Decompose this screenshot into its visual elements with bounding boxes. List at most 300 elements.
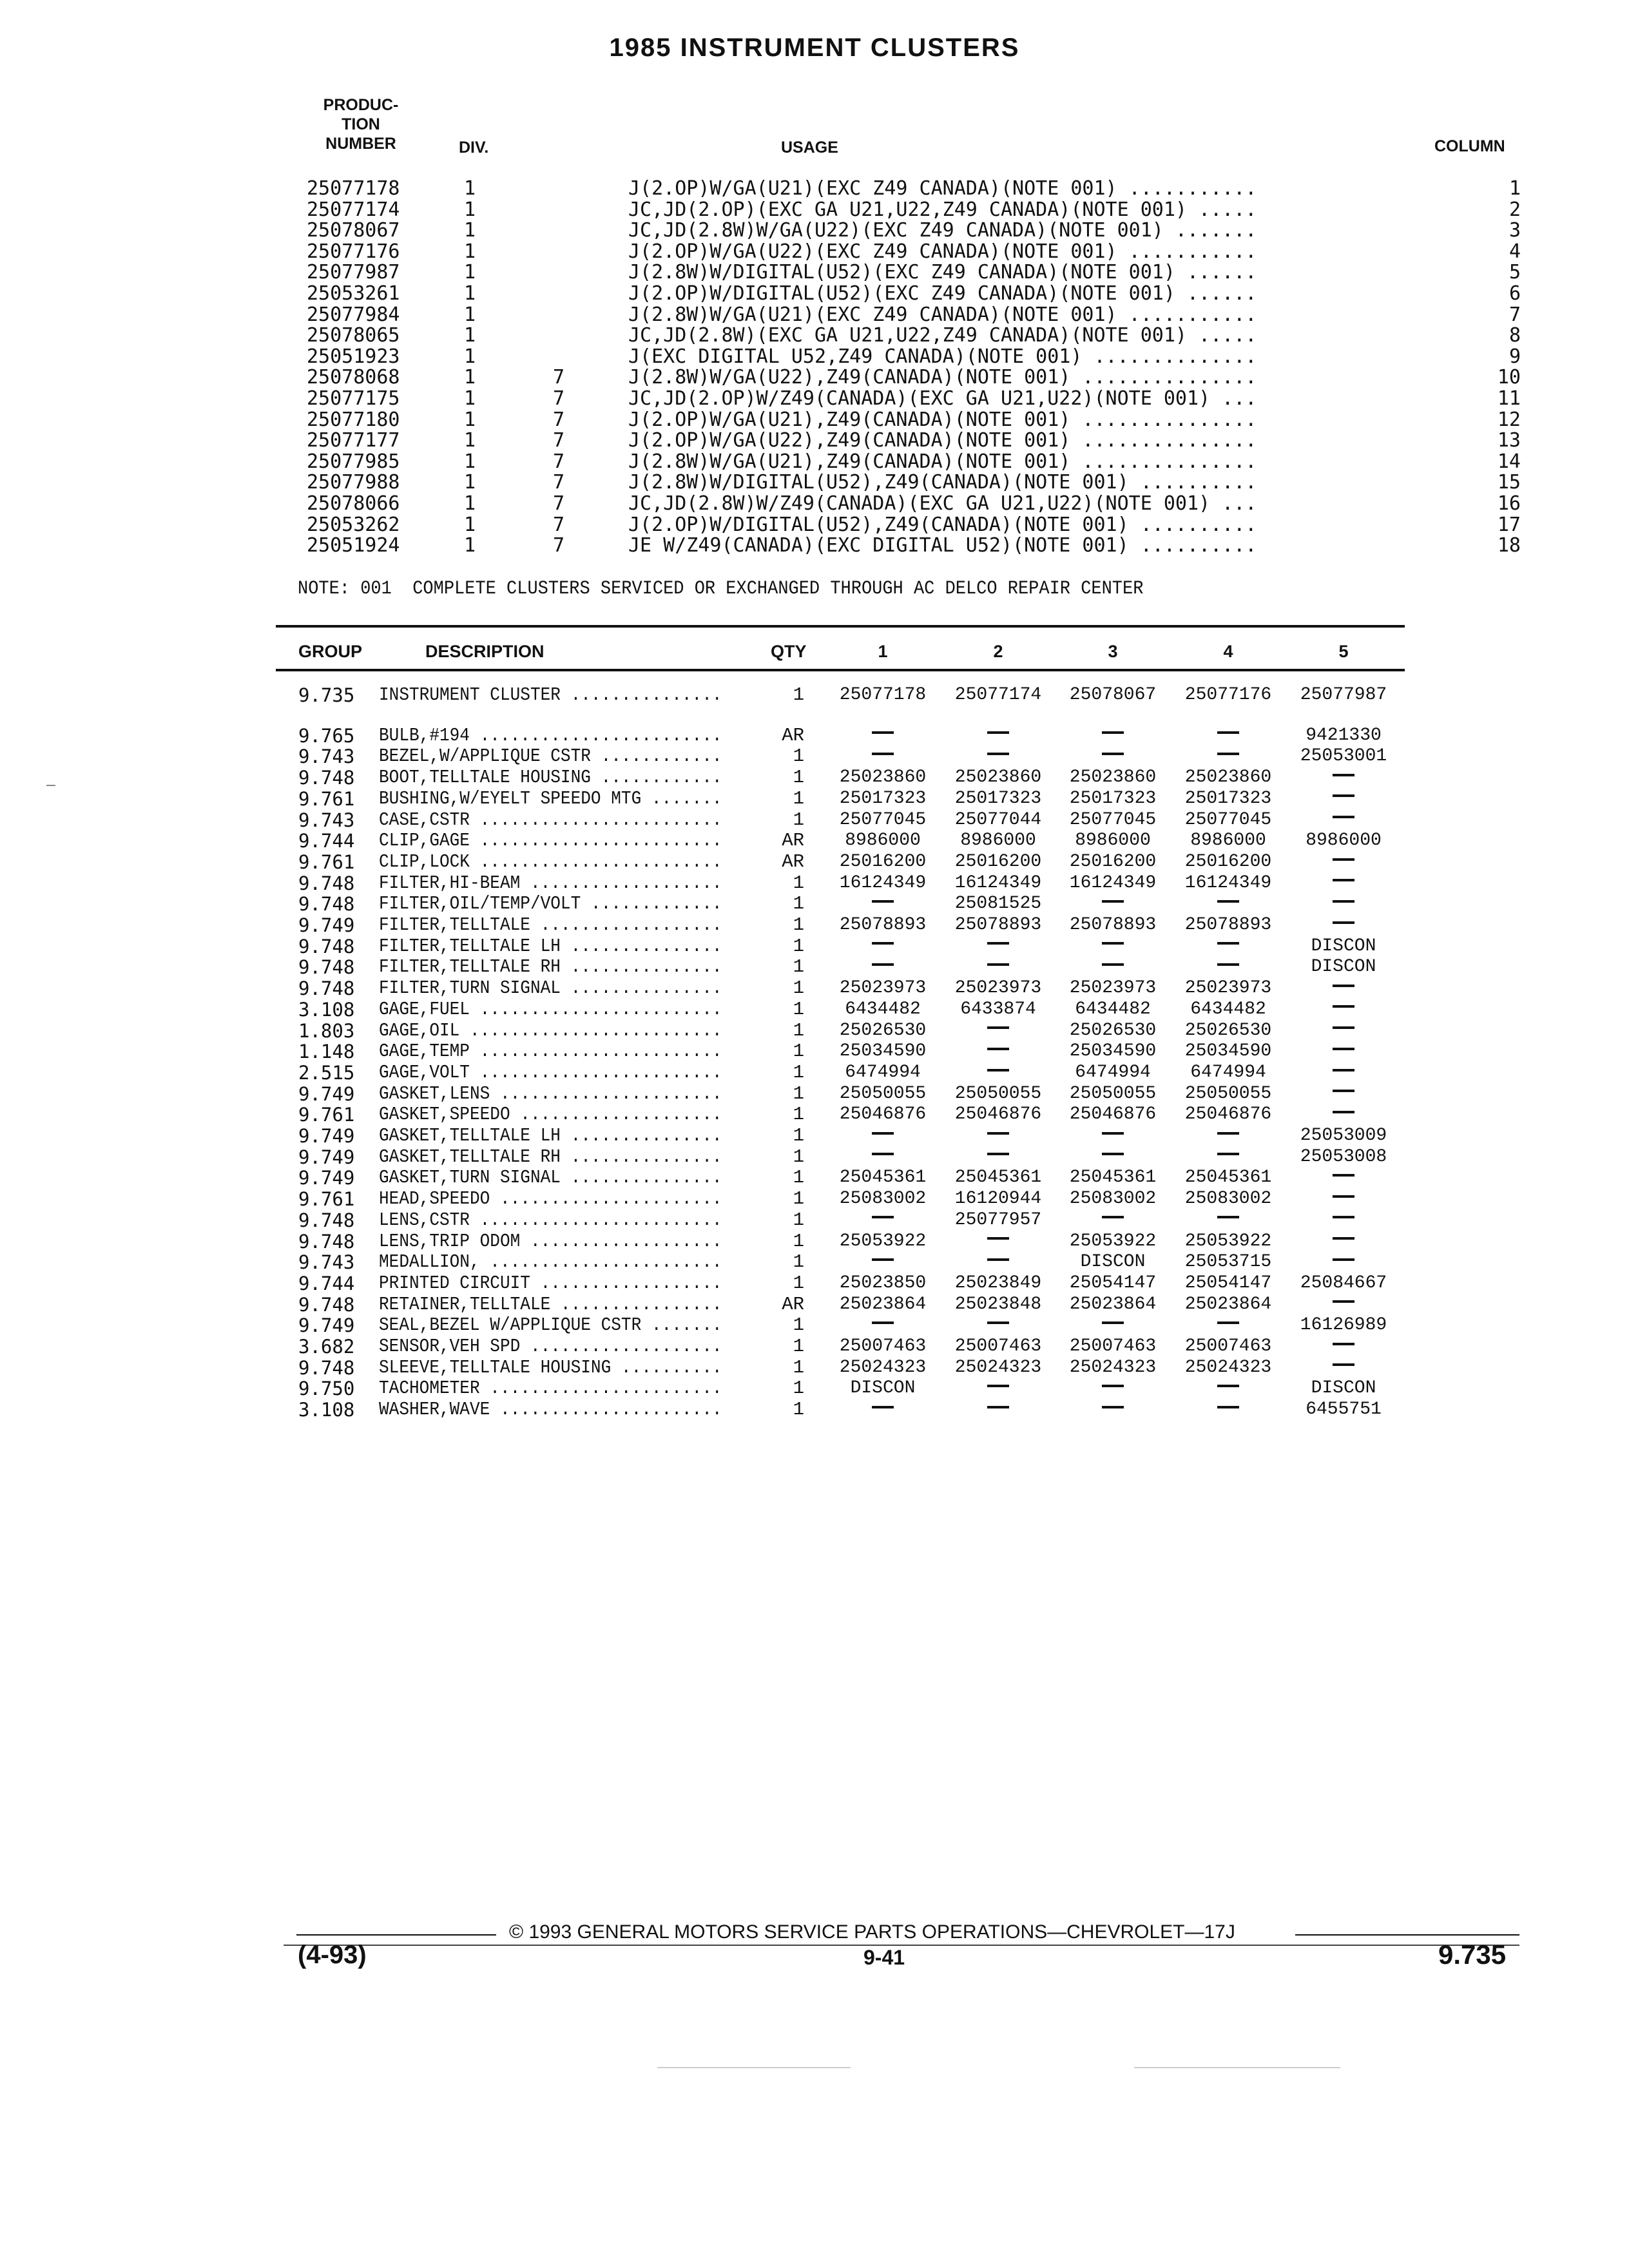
part-number-col-4: 25023864 — [1184, 1294, 1272, 1314]
div-code-1: 1 — [464, 513, 476, 536]
part-number-col-3: DISCON — [1080, 1252, 1146, 1273]
table-row — [0, 1399, 1629, 1421]
part-qty: 1 — [793, 1230, 804, 1252]
dash-mark — [987, 1406, 1009, 1408]
part-description: FILTER,TELLTALE LH ............... — [379, 935, 722, 957]
table-row — [0, 1021, 1629, 1042]
div-code-1: 1 — [464, 198, 476, 221]
div-code-1: 1 — [464, 471, 476, 494]
dash-mark — [1102, 942, 1124, 945]
div-code-1: 1 — [464, 429, 476, 452]
group-code: 9.749 — [298, 1314, 355, 1337]
table-row — [0, 1104, 1629, 1126]
not-applicable-dash — [1286, 978, 1402, 999]
group-code: 3.682 — [298, 1336, 355, 1358]
description-header: DESCRIPTION — [425, 642, 545, 661]
dash-mark — [1333, 1237, 1354, 1240]
part-qty: 1 — [793, 1209, 804, 1231]
usage-row — [0, 367, 1629, 389]
column-number: 10 — [1497, 366, 1521, 389]
dash-mark — [1333, 985, 1354, 987]
dash-mark — [987, 1132, 1009, 1135]
part-description: FILTER,TURN SIGNAL ............... — [379, 977, 722, 999]
part-qty: 1 — [793, 1104, 804, 1126]
not-applicable-dash — [1055, 1315, 1171, 1336]
dash-mark — [987, 942, 1009, 945]
not-applicable-dash — [1170, 1147, 1286, 1168]
column-number: 16 — [1497, 492, 1521, 515]
not-applicable-dash — [1055, 894, 1171, 915]
part-qty: 1 — [793, 1188, 804, 1210]
column-number: 5 — [1509, 261, 1521, 284]
part-number-col-4: 16124349 — [1184, 872, 1272, 893]
group-code: 9.744 — [298, 1272, 355, 1294]
group-code: 9.749 — [298, 1082, 355, 1105]
production-number-header — [316, 95, 406, 153]
group-code: 9.743 — [298, 809, 355, 831]
dash-mark — [1102, 1153, 1124, 1155]
not-applicable-dash — [825, 1399, 941, 1421]
part-number-col-2: 25023849 — [954, 1273, 1042, 1293]
usage-text: J(2.OP)W/DIGITAL(U52)(EXC Z49 CANADA)(NOTE 001) ...... — [628, 282, 1257, 305]
part-number-col-3: 25083002 — [1069, 1189, 1157, 1209]
production-number: 25053261 — [307, 282, 400, 305]
not-applicable-dash — [1170, 726, 1286, 747]
part-number-col-3: 25078893 — [1069, 915, 1157, 935]
part-qty: 1 — [793, 956, 804, 978]
dash-mark — [1333, 1048, 1354, 1050]
part-qty: 1 — [793, 914, 804, 936]
not-applicable-dash — [1170, 1378, 1286, 1399]
production-number: 25077175 — [307, 387, 400, 410]
not-applicable-dash — [1286, 852, 1402, 873]
group-code: 9.748 — [298, 935, 355, 957]
table-top-rule — [276, 625, 1405, 628]
not-applicable-dash — [1286, 999, 1402, 1021]
group-code: 9.748 — [298, 1230, 355, 1253]
usage-row — [0, 430, 1629, 452]
dash-mark — [1217, 942, 1239, 945]
not-applicable-dash — [1286, 1358, 1402, 1379]
part-description: HEAD,SPEEDO ...................... — [379, 1188, 722, 1210]
part-description: WASHER,WAVE ...................... — [379, 1399, 722, 1421]
table-row — [0, 1378, 1629, 1399]
div-code-1: 1 — [464, 324, 476, 347]
usage-row — [0, 200, 1629, 221]
not-applicable-dash — [825, 894, 941, 915]
div-code-2: 7 — [553, 492, 565, 515]
not-applicable-dash — [1055, 746, 1171, 767]
part-number-col-5: DISCON — [1311, 957, 1376, 977]
dash-mark — [872, 731, 894, 734]
not-applicable-dash — [940, 957, 1056, 978]
usage-text: JC,JD(2.8W)W/Z49(CANADA)(EXC GA U21,U22)(NOTE 001) ... — [628, 492, 1257, 515]
table-row — [0, 1231, 1629, 1253]
part-number-col-4: 25053922 — [1184, 1231, 1272, 1251]
not-applicable-dash — [825, 746, 941, 767]
column-4-header: 4 — [1223, 642, 1233, 661]
table-row — [0, 789, 1629, 810]
group-code: 9.743 — [298, 745, 355, 768]
div-header: DIV. — [459, 139, 489, 157]
dash-mark — [1333, 1174, 1354, 1177]
dash-mark — [872, 1321, 894, 1324]
part-number-col-4: 6474994 — [1190, 1062, 1266, 1082]
usage-text: J(2.8W)W/GA(U22),Z49(CANADA)(NOTE 001) ............... — [628, 366, 1257, 389]
part-number-col-2: 25007463 — [954, 1336, 1042, 1356]
part-qty: 1 — [793, 998, 804, 1020]
part-number-col-5: 25053001 — [1300, 746, 1387, 767]
usage-row — [0, 472, 1629, 494]
usage-text: JC,JD(2.8W)(EXC GA U21,U22,Z49 CANADA)(NOTE 001) ..... — [628, 324, 1257, 347]
part-number-col-2: 25050055 — [954, 1083, 1042, 1104]
part-number-col-2: 25024323 — [954, 1357, 1042, 1378]
part-qty: 1 — [793, 1167, 804, 1189]
not-applicable-dash — [1055, 936, 1171, 957]
table-row — [0, 1273, 1629, 1294]
part-number-col-1: DISCON — [850, 1378, 916, 1399]
part-qty: 1 — [793, 809, 804, 831]
part-description: GASKET,TELLTALE LH ............... — [379, 1125, 722, 1146]
dash-mark — [1333, 1005, 1354, 1008]
part-number-col-1: 25024323 — [839, 1357, 927, 1378]
production-number: 25077988 — [307, 471, 400, 494]
group-code: 9.748 — [298, 1356, 355, 1379]
part-number-col-3: 25024323 — [1069, 1357, 1157, 1378]
div-code-2: 7 — [553, 366, 565, 389]
production-number: 25077180 — [307, 408, 400, 431]
not-applicable-dash — [940, 1126, 1056, 1147]
table-row — [0, 957, 1629, 978]
part-number-col-4: 25023860 — [1184, 767, 1272, 788]
group-code: 9.748 — [298, 1209, 355, 1231]
part-number-col-5: 25077987 — [1300, 685, 1387, 705]
not-applicable-dash — [1286, 1084, 1402, 1105]
part-number-col-2: 16124349 — [954, 872, 1042, 893]
dash-mark — [1102, 963, 1124, 966]
part-description: FILTER,TELLTALE .................. — [379, 914, 722, 936]
dash-mark — [1102, 1321, 1124, 1324]
part-qty: 1 — [793, 767, 804, 789]
part-number-col-1: 25023850 — [839, 1273, 927, 1293]
div-code-1: 1 — [464, 261, 476, 284]
part-number-col-4: 25016200 — [1184, 851, 1272, 872]
group-code: 9.761 — [298, 1188, 355, 1211]
dash-mark — [1217, 753, 1239, 755]
div-code-2: 7 — [553, 534, 565, 557]
footer-left-rule — [296, 1934, 496, 1936]
dash-mark — [1102, 1216, 1124, 1218]
part-number-col-2: 6433874 — [960, 999, 1036, 1019]
production-number: 25053262 — [307, 513, 400, 536]
table-row — [0, 915, 1629, 936]
div-code-2: 7 — [553, 471, 565, 494]
part-description: MEDALLION, ....................... — [379, 1251, 722, 1273]
not-applicable-dash — [1170, 1315, 1286, 1336]
group-code: 1.148 — [298, 1041, 355, 1063]
part-number-col-4: 25023973 — [1184, 978, 1272, 999]
part-number-col-1: 6474994 — [845, 1062, 921, 1082]
dash-mark — [1333, 1090, 1354, 1092]
usage-header: USAGE — [781, 139, 838, 157]
dash-mark — [872, 753, 894, 755]
table-row — [0, 894, 1629, 915]
part-number-col-4: 25007463 — [1184, 1336, 1272, 1356]
table-row — [0, 1126, 1629, 1147]
part-number-col-3: 25023864 — [1069, 1294, 1157, 1314]
not-applicable-dash — [1055, 1126, 1171, 1147]
part-number-col-4: 6434482 — [1190, 999, 1266, 1019]
usage-text: JE W/Z49(CANADA)(EXC DIGITAL U52)(NOTE 001) .......... — [628, 534, 1257, 557]
column-5-header: 5 — [1338, 642, 1349, 661]
part-number-col-2: 25078893 — [954, 915, 1042, 935]
usage-text: J(2.OP)W/GA(U21),Z49(CANADA)(NOTE 001) ............... — [628, 408, 1257, 431]
scan-mark — [657, 2067, 851, 2068]
table-row — [0, 1210, 1629, 1231]
usage-row — [0, 262, 1629, 284]
part-number-col-2: 25077044 — [954, 809, 1042, 830]
part-number-col-1: 25007463 — [839, 1336, 927, 1356]
dash-mark — [987, 1385, 1009, 1387]
part-description: SENSOR,VEH SPD ................... — [379, 1336, 722, 1357]
not-applicable-dash — [940, 1399, 1056, 1421]
not-applicable-dash — [1286, 1189, 1402, 1210]
div-code-1: 1 — [464, 282, 476, 305]
not-applicable-dash — [825, 1252, 941, 1273]
dash-mark — [1333, 1300, 1354, 1303]
production-number: 25077176 — [307, 240, 400, 263]
not-applicable-dash — [825, 936, 941, 957]
not-applicable-dash — [1055, 726, 1171, 747]
table-row — [0, 685, 1629, 706]
production-number: 25078067 — [307, 219, 400, 242]
dash-mark — [987, 731, 1009, 734]
div-code-1: 1 — [464, 240, 476, 263]
part-number-col-1: 16124349 — [839, 872, 927, 893]
part-number-col-3: 8986000 — [1075, 831, 1151, 851]
usage-text: J(2.OP)W/GA(U22)(EXC Z49 CANADA)(NOTE 001) ........... — [628, 240, 1257, 263]
div-code-1: 1 — [464, 492, 476, 515]
column-number: 12 — [1497, 408, 1521, 431]
group-code: 9.749 — [298, 914, 355, 936]
dash-mark — [872, 900, 894, 903]
part-description: PRINTED CIRCUIT .................. — [379, 1272, 722, 1294]
not-applicable-dash — [940, 1041, 1056, 1062]
not-applicable-dash — [1170, 957, 1286, 978]
usage-row — [0, 535, 1629, 557]
part-number-col-2: 25046876 — [954, 1104, 1042, 1125]
part-number-col-5: 16126989 — [1300, 1315, 1387, 1336]
part-number-col-2: 25081525 — [954, 894, 1042, 914]
usage-text: JC,JD(2.8W)W/GA(U22)(EXC Z49 CANADA)(NOTE 001) ....... — [628, 219, 1257, 242]
part-description: FILTER,OIL/TEMP/VOLT ............. — [379, 893, 722, 915]
column-number: 3 — [1509, 219, 1521, 242]
not-applicable-dash — [1286, 1062, 1402, 1084]
production-number: 25077987 — [307, 261, 400, 284]
group-code: 2.515 — [298, 1061, 355, 1084]
not-applicable-dash — [1170, 746, 1286, 767]
not-applicable-dash — [940, 726, 1056, 747]
usage-text: JC,JD(2.OP)(EXC GA U21,U22,Z49 CANADA)(NOTE 001) ..... — [628, 198, 1257, 221]
not-applicable-dash — [940, 1315, 1056, 1336]
part-number-col-4: 25024323 — [1184, 1357, 1272, 1378]
not-applicable-dash — [1286, 1210, 1402, 1231]
table-row — [0, 831, 1629, 852]
part-number-col-1: 25023860 — [839, 767, 927, 788]
column-number: 18 — [1497, 534, 1521, 557]
dash-mark — [872, 942, 894, 945]
part-description: BULB,#194 ........................ — [379, 724, 722, 746]
part-number-col-5: 25084667 — [1300, 1273, 1387, 1293]
dash-mark — [1217, 1406, 1239, 1408]
part-qty: 1 — [793, 1399, 804, 1421]
part-number-col-5: 25053008 — [1300, 1146, 1387, 1167]
part-number-col-1: 25077045 — [839, 809, 927, 830]
usage-text: J(2.OP)W/GA(U22),Z49(CANADA)(NOTE 001) ............... — [628, 429, 1257, 452]
part-qty: AR — [782, 724, 804, 746]
dash-mark — [1102, 753, 1124, 755]
part-qty: 1 — [793, 893, 804, 915]
group-code: 9.744 — [298, 830, 355, 852]
usage-row — [0, 178, 1629, 200]
not-applicable-dash — [825, 957, 941, 978]
dash-mark — [1102, 1132, 1124, 1135]
group-code: 9.748 — [298, 956, 355, 979]
dash-mark — [987, 1258, 1009, 1261]
not-applicable-dash — [940, 1231, 1056, 1253]
table-row — [0, 1041, 1629, 1062]
part-description: TACHOMETER ....................... — [379, 1378, 722, 1399]
group-code: 9.761 — [298, 787, 355, 810]
usage-row — [0, 284, 1629, 305]
dash-mark — [1217, 1153, 1239, 1155]
not-applicable-dash — [940, 1378, 1056, 1399]
part-number-col-3: 25050055 — [1069, 1083, 1157, 1104]
not-applicable-dash — [1286, 1336, 1402, 1358]
part-qty: 1 — [793, 872, 804, 894]
table-row — [0, 852, 1629, 873]
part-number-col-2: 25077957 — [954, 1209, 1042, 1230]
part-description: GASKET,TURN SIGNAL ............... — [379, 1167, 722, 1189]
part-number-col-1: 25026530 — [839, 1020, 927, 1041]
production-number: 25077174 — [307, 198, 400, 221]
usage-row — [0, 305, 1629, 326]
table-row — [0, 1168, 1629, 1189]
footer-date: (4-93) — [298, 1941, 367, 1969]
part-description: SLEEVE,TELLTALE HOUSING .......... — [379, 1356, 722, 1378]
dash-mark — [1333, 900, 1354, 903]
part-description: FILTER,TELLTALE RH ............... — [379, 956, 722, 978]
table-row — [0, 1062, 1629, 1084]
part-number-col-1: 25016200 — [839, 851, 927, 872]
production-number-header-line: NUMBER — [325, 135, 396, 153]
usage-text: J(2.8W)W/GA(U21)(EXC Z49 CANADA)(NOTE 001) ........... — [628, 303, 1257, 326]
dash-mark — [1333, 1216, 1354, 1218]
group-code: 9.749 — [298, 1167, 355, 1189]
column-number: 9 — [1509, 345, 1521, 368]
usage-row — [0, 389, 1629, 410]
group-code: 9.749 — [298, 1125, 355, 1147]
part-qty: 1 — [793, 1251, 804, 1273]
part-number-col-1: 25083002 — [839, 1189, 927, 1209]
part-number-col-2: 25045361 — [954, 1168, 1042, 1188]
part-number-col-4: 8986000 — [1190, 831, 1266, 851]
part-number-col-3: 25054147 — [1069, 1273, 1157, 1293]
column-2-header: 2 — [993, 642, 1003, 661]
dash-mark — [1333, 1111, 1354, 1113]
part-qty: 1 — [793, 1019, 804, 1041]
column-number: 2 — [1509, 198, 1521, 221]
part-number-col-4: 25045361 — [1184, 1168, 1272, 1188]
dash-mark — [1333, 921, 1354, 924]
dash-mark — [1217, 731, 1239, 734]
table-row — [0, 1147, 1629, 1168]
not-applicable-dash — [1170, 894, 1286, 915]
group-code: 9.743 — [298, 1251, 355, 1274]
usage-text: J(2.8W)W/DIGITAL(U52)(EXC Z49 CANADA)(NOTE 001) ...... — [628, 261, 1257, 284]
part-number-col-3: 25023860 — [1069, 767, 1157, 788]
dash-mark — [1217, 1132, 1239, 1135]
not-applicable-dash — [1286, 1104, 1402, 1126]
table-header-rule — [276, 669, 1405, 671]
group-code: 1.803 — [298, 1019, 355, 1042]
table-row — [0, 1294, 1629, 1316]
group-code: 9.748 — [298, 872, 355, 894]
part-number-col-1: 25023973 — [839, 978, 927, 999]
part-number-col-4: 25050055 — [1184, 1083, 1272, 1104]
part-description: GAGE,VOLT ........................ — [379, 1061, 722, 1083]
column-number: 7 — [1509, 303, 1521, 326]
usage-row — [0, 325, 1629, 347]
column-number: 14 — [1497, 450, 1521, 473]
column-number: 17 — [1497, 513, 1521, 536]
part-qty: AR — [782, 1293, 804, 1315]
dash-mark — [1333, 1343, 1354, 1345]
footer-group-number: 9.735 — [1438, 1939, 1507, 1970]
production-number: 25078065 — [307, 324, 400, 347]
part-number-col-5: 25053009 — [1300, 1126, 1387, 1146]
table-row — [0, 1084, 1629, 1105]
production-number-header-line: TION — [342, 115, 380, 133]
part-number-col-4: 25083002 — [1184, 1189, 1272, 1209]
dash-mark — [987, 1321, 1009, 1324]
not-applicable-dash — [1055, 1147, 1171, 1168]
table-row — [0, 873, 1629, 894]
part-number-col-4: 25078893 — [1184, 915, 1272, 935]
column-3-header: 3 — [1108, 642, 1118, 661]
dash-mark — [1333, 1069, 1354, 1072]
part-number-col-2: 25023860 — [954, 767, 1042, 788]
not-applicable-dash — [825, 1315, 941, 1336]
part-number-col-4: 25046876 — [1184, 1104, 1272, 1125]
part-number-col-2: 25016200 — [954, 851, 1042, 872]
not-applicable-dash — [1286, 1252, 1402, 1273]
production-number: 25078068 — [307, 366, 400, 389]
div-code-1: 1 — [464, 534, 476, 557]
part-description: SEAL,BEZEL W/APPLIQUE CSTR ....... — [379, 1314, 722, 1336]
not-applicable-dash — [940, 1147, 1056, 1168]
part-number-col-1: 25017323 — [839, 788, 927, 809]
not-applicable-dash — [1170, 936, 1286, 957]
part-number-col-3: 25045361 — [1069, 1168, 1157, 1188]
usage-row — [0, 242, 1629, 263]
part-description: BOOT,TELLTALE HOUSING ............ — [379, 767, 722, 789]
div-code-1: 1 — [464, 408, 476, 431]
usage-text: J(2.8W)W/GA(U21),Z49(CANADA)(NOTE 001) ............... — [628, 450, 1257, 473]
not-applicable-dash — [1286, 767, 1402, 789]
part-number-col-1: 25078893 — [839, 915, 927, 935]
dash-mark — [1217, 900, 1239, 903]
